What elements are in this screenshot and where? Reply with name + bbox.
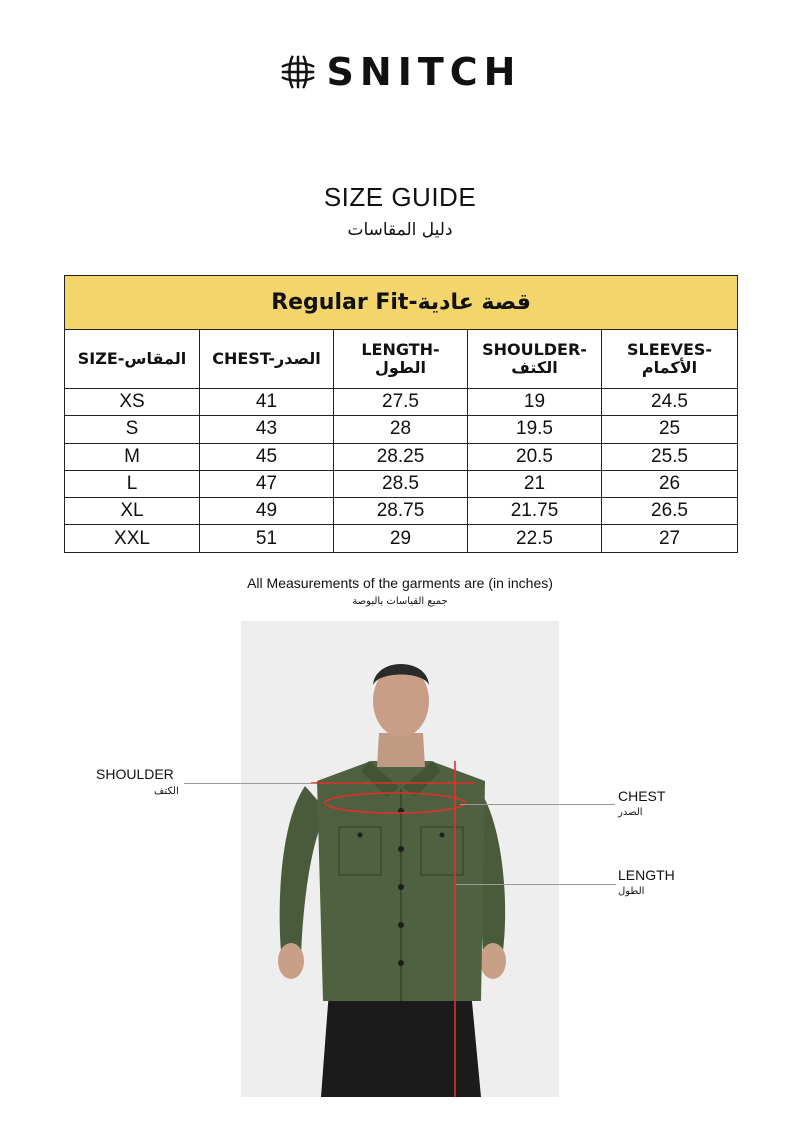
cell-size: XL bbox=[65, 498, 200, 525]
cell-shoulder: 19 bbox=[468, 389, 602, 416]
right-hand-shape bbox=[480, 943, 506, 979]
chest-label-arabic: الصدر bbox=[618, 807, 643, 818]
cell-size: XXL bbox=[65, 525, 200, 552]
measurement-note: All Measurements of the garments are (in inches) bbox=[247, 575, 553, 591]
header-chest-en: CHEST- bbox=[212, 349, 276, 369]
fit-title-row bbox=[65, 276, 738, 330]
header-sleeves-en: SLEEVES- bbox=[626, 340, 713, 360]
snitch-logo-icon bbox=[279, 53, 317, 91]
cell-size: XS bbox=[65, 389, 200, 416]
page-title-arabic: دليل المقاسات bbox=[347, 220, 453, 240]
cell-size: M bbox=[65, 443, 200, 470]
table-header-row bbox=[65, 330, 738, 389]
fit-title: Regular Fit-قصة عادية bbox=[65, 276, 738, 330]
chest-pointer-line bbox=[460, 804, 615, 805]
cell-shoulder: 21 bbox=[468, 470, 602, 497]
header-length-en: LENGTH- bbox=[361, 340, 440, 360]
cell-chest: 51 bbox=[200, 525, 334, 552]
header-size-en: SIZE- bbox=[77, 349, 125, 369]
cell-length: 28.75 bbox=[334, 498, 468, 525]
table-row bbox=[65, 389, 738, 416]
header-chest bbox=[200, 330, 334, 389]
cell-sleeves: 26 bbox=[602, 470, 738, 497]
header-sleeves bbox=[602, 330, 738, 389]
cell-shoulder: 22.5 bbox=[468, 525, 602, 552]
trousers-shape bbox=[321, 991, 481, 1097]
cell-sleeves: 24.5 bbox=[602, 389, 738, 416]
shoulder-label-arabic: الكتف bbox=[154, 786, 179, 797]
cell-sleeves: 25 bbox=[602, 416, 738, 443]
brand-header bbox=[0, 50, 800, 94]
cell-sleeves: 25.5 bbox=[602, 443, 738, 470]
table-row bbox=[65, 416, 738, 443]
chest-label: CHEST bbox=[618, 788, 666, 804]
cell-shoulder: 21.75 bbox=[468, 498, 602, 525]
length-label: LENGTH bbox=[618, 867, 675, 883]
cell-length: 27.5 bbox=[334, 389, 468, 416]
brand-name: SNITCH bbox=[326, 50, 522, 94]
left-hand-shape bbox=[278, 943, 304, 979]
model-illustration bbox=[241, 621, 559, 1097]
cell-length: 28.25 bbox=[334, 443, 468, 470]
table-row bbox=[65, 470, 738, 497]
header-length bbox=[334, 330, 468, 389]
cell-sleeves: 27 bbox=[602, 525, 738, 552]
cell-length: 28.5 bbox=[334, 470, 468, 497]
measurement-note-arabic: جميع القياسات بالبوصة bbox=[352, 596, 448, 607]
cell-chest: 43 bbox=[200, 416, 334, 443]
cell-sleeves: 26.5 bbox=[602, 498, 738, 525]
cell-length: 28 bbox=[334, 416, 468, 443]
header-length-ar: الطول bbox=[375, 358, 426, 377]
header-size-ar: المقاس bbox=[124, 349, 187, 369]
model-photo bbox=[241, 621, 559, 1097]
header-sleeves-ar: الأكمام bbox=[641, 358, 698, 377]
shoulder-pointer-line bbox=[184, 783, 314, 784]
cell-size: S bbox=[65, 416, 200, 443]
cell-chest: 49 bbox=[200, 498, 334, 525]
cell-size: L bbox=[65, 470, 200, 497]
header-shoulder bbox=[468, 330, 602, 389]
table-row bbox=[65, 525, 738, 552]
shoulder-label: SHOULDER bbox=[96, 766, 174, 782]
table-row bbox=[65, 443, 738, 470]
header-shoulder-en: SHOULDER- bbox=[482, 340, 587, 360]
cell-shoulder: 20.5 bbox=[468, 443, 602, 470]
cell-length: 29 bbox=[334, 525, 468, 552]
cell-chest: 45 bbox=[200, 443, 334, 470]
header-size bbox=[65, 330, 200, 389]
length-pointer-line bbox=[456, 884, 616, 885]
page-title: SIZE GUIDE bbox=[323, 182, 477, 212]
header-chest-ar: الصدر bbox=[275, 349, 321, 369]
header-shoulder-ar: الكتف bbox=[511, 358, 558, 377]
length-label-arabic: الطول bbox=[618, 886, 645, 897]
cell-chest: 47 bbox=[200, 470, 334, 497]
table-row bbox=[65, 498, 738, 525]
cell-shoulder: 19.5 bbox=[468, 416, 602, 443]
size-table bbox=[64, 275, 738, 553]
cell-chest: 41 bbox=[200, 389, 334, 416]
